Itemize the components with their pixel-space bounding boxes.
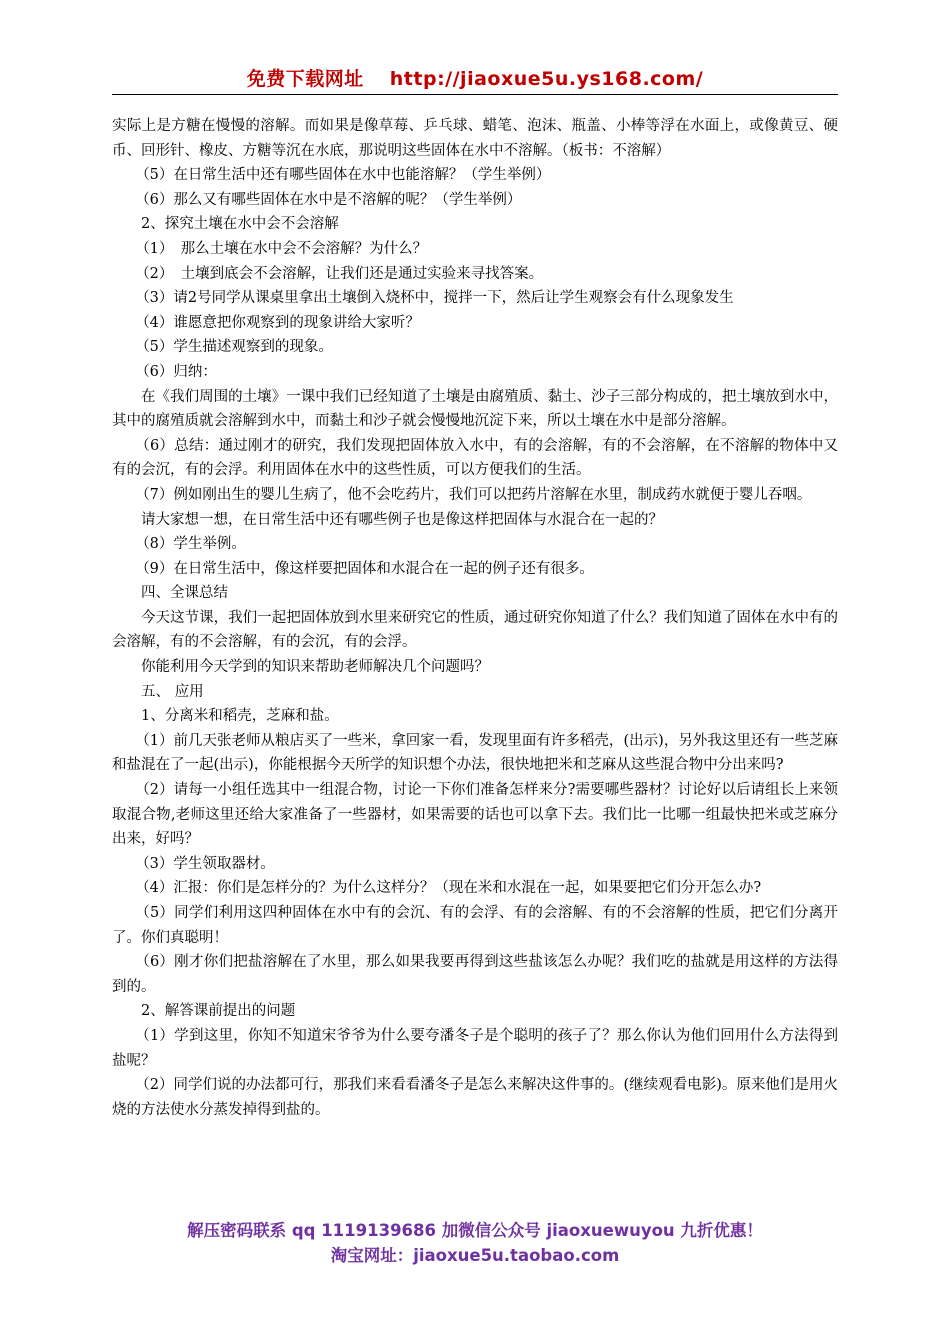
- paragraph: 请大家想一想，在日常生活中还有哪些例子也是像这样把固体与水混合在一起的？: [141, 511, 663, 528]
- paragraph: （6）那么又有哪些固体在水中是不溶解的呢？（学生举例）: [135, 191, 522, 208]
- paragraph: （2） 土壤到底会不会溶解，让我们还是通过实验来寻找答案。: [135, 265, 544, 282]
- section-heading: 五、 应用: [141, 683, 204, 700]
- paragraph: （1） 那么土壤在水中会不会溶解？为什么？: [135, 240, 428, 257]
- paragraph: （5）学生描述观察到的现象。: [135, 339, 333, 356]
- footer-contact-line: 解压密码联系 qq 1119139686 加微信公众号 jiaoxuewuyou 九折优惠！: [187, 1221, 763, 1240]
- paragraph: （6）归纳：: [135, 363, 217, 380]
- page-footer: [112, 1218, 838, 1268]
- paragraph: （2）同学们说的办法都可行，那我们来看看潘冬子是怎么来解决这件事的。(继续观看电影)。原来他们是用火烧的方法使水分蒸发掉得到盐的。: [112, 1077, 838, 1118]
- paragraph: 你能利用今天学到的知识来帮助老师解决几个问题吗？: [141, 659, 489, 676]
- paragraph: （3）请2号同学从课桌里拿出土壤倒入烧杯中，搅拌一下，然后让学生观察会有什么现象发生: [135, 290, 734, 307]
- paragraph: （2）请每一小组任选其中一组混合物，讨论一下你们准备怎样来分?需要哪些器材？讨论好以后请组长上来领取混合物,老师这里还给大家准备了一些器材，如果需要的话也可以拿下去。我们比一比哪一组最快把米或芝麻分出来，好吗？: [112, 782, 838, 848]
- paragraph: （5）在日常生活中还有哪些固体在水中也能溶解？（学生举例）: [135, 167, 551, 184]
- section-heading: 2、解答课前提出的问题: [141, 1003, 296, 1020]
- paragraph: （6）刚才你们把盐溶解在了水里，那么如果我要再得到这些盐该怎么办呢？我们吃的盐就是用这样的方法得到的。: [112, 954, 838, 995]
- paragraph: 在《我们周围的土壤》一课中我们已经知道了土壤是由腐殖质、黏土、沙子三部分构成的，把土壤放到水中，其中的腐殖质就会溶解到水中，而黏土和沙子就会慢慢地沉淀下来，所以土壤在水中是部分溶解。: [112, 388, 838, 430]
- paragraph: （1）学到这里，你知不知道宋爷爷为什么要夸潘冬子是个聪明的孩子了？那么你认为他们回用什么方法得到盐呢？: [112, 1027, 838, 1069]
- footer-taobao-link[interactable]: 淘宝网址：jiaoxue5u.taobao.com: [330, 1246, 620, 1265]
- document-body: [112, 114, 838, 1122]
- page-header: [112, 64, 838, 95]
- paragraph: （5）同学们利用这四种固体在水中有的会沉、有的会浮、有的会溶解、有的不会溶解的性质，把它们分离开了。你们真聪明！: [112, 905, 838, 946]
- header-url-link[interactable]: http://jiaoxue5u.ys168.com/: [389, 68, 704, 90]
- section-heading: 四、全课总结: [141, 585, 228, 602]
- paragraph: （4）汇报：你们是怎样分的？为什么这样分？（现在米和水混在一起，如果要把它们分开怎么办?: [135, 880, 762, 897]
- section-heading: 1、分离米和稻壳，芝麻和盐。: [141, 708, 339, 725]
- paragraph: （7）例如刚出生的婴儿生病了，他不会吃药片，我们可以把药片溶解在水里，制成药水就便于婴儿吞咽。: [135, 486, 812, 503]
- header-download-label: 免费下载网址: [246, 68, 364, 90]
- paragraph: 今天这节课，我们一起把固体放到水里来研究它的性质，通过研究你知道了什么？我们知道了固体在水中有的会溶解，有的不会溶解，有的会沉，有的会浮。: [112, 609, 838, 651]
- paragraph: （4）谁愿意把你观察到的现象讲给大家听？: [135, 314, 420, 331]
- section-heading: 2、探究土壤在水中会不会溶解: [141, 216, 339, 233]
- paragraph: （9）在日常生活中，像这样要把固体和水混合在一起的例子还有很多。: [135, 560, 594, 577]
- paragraph: （1）前几天张老师从粮店买了一些米，拿回家一看，发现里面有许多稻壳，(出示)，另外我这里还有一些芝麻和盐混在了一起(出示)，你能根据今天所学的知识想个办法，很快地把米和芝麻从这些混合物中分出来吗?: [112, 732, 838, 774]
- paragraph: （6）总结：通过刚才的研究，我们发现把固体放入水中，有的会溶解，有的不会溶解，在不溶解的物体中又有的会沉，有的会浮。利用固体在水中的这些性质，可以方便我们的生活。: [112, 437, 838, 479]
- paragraph: （3）学生领取器材。: [135, 855, 275, 872]
- paragraph: （8）学生举例。: [135, 536, 246, 553]
- paragraph: 实际上是方糖在慢慢的溶解。而如果是像草莓、乒乓球、蜡笔、泡沫、瓶盖、小棒等浮在水面上，或像黄豆、硬币、回形针、橡皮、方糖等沉在水底，那说明这些固体在水中不溶解。（板书：不溶解）: [112, 118, 838, 159]
